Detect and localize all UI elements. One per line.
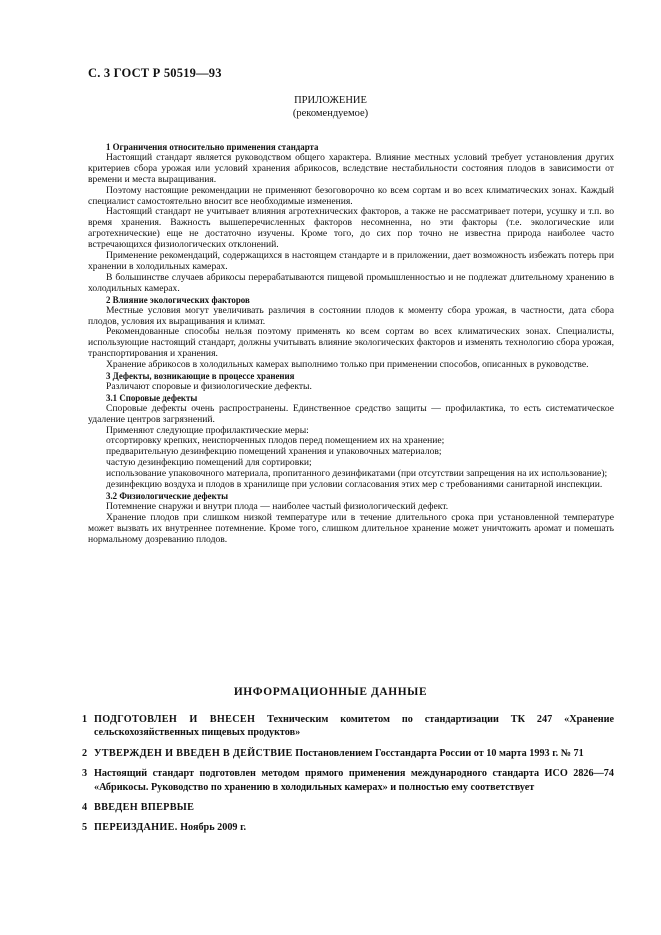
info-item-caps: ВВЕДЕН ВПЕРВЫЕ [94, 802, 195, 814]
annex-heading [0, 94, 661, 120]
paragraph: Рекомендованные способы нельзя поэтому применять ко всем сортам во всех климатических зонах. Специалисты, использующие настоящий стандарт, должны учитывать влияние экологических факторов и изменять технологию сбора урожая, транспортирования и хранения. [88, 326, 614, 360]
info-item-caps: ПЕРЕИЗДАНИЕ. [94, 822, 178, 834]
info-item-rest: Постановлением Госстандарта России от 10 марта 1993 г. № 71 [292, 747, 584, 759]
info-item [82, 821, 614, 834]
info-item-text [94, 747, 614, 760]
paragraph: Местные условия могут увеличивать различия в состоянии плодов к моменту сбора урожая, в частности, дата сбора плодов, условия их выращивания и климат. [88, 304, 614, 327]
paragraph: Поэтому настоящие рекомендации не применяют безоговорочно ко всем сортам и во всех климатических зонах. Каждый специалист самостоятельно вносит все необходимые изменения. [88, 184, 614, 207]
paragraph: Настоящий стандарт не учитывает влияния агротехнических факторов, а также не рассматривает потери, усушку и т.п. во время хранения. Важность вышеперечисленных факторов несомненна, но эти факторы (т.е. экологические или агротехнические) еще не достаточно изучены. Кроме того, до сих пор точно не известна природа наиболее часто встречающихся физиологических отклонений. [88, 206, 614, 251]
section-heading: 3.2 Физиологические дефекты [106, 491, 229, 501]
annex-title: ПРИЛОЖЕНИЕ [294, 95, 367, 106]
info-item-number: 3 [82, 768, 88, 780]
paragraph: Споровые дефекты очень распространены. Единственное средство защиты — профилактика, то есть систематическое удаление центров загрязнений. [88, 402, 614, 425]
info-item-text [94, 767, 614, 794]
info-data-title: ИНФОРМАЦИОННЫЕ ДАННЫЕ [233, 686, 428, 698]
info-data-list [82, 713, 614, 842]
info-item [82, 747, 614, 760]
paragraph: В большинстве случаев абрикосы перерабатываются пищевой промышленностью и не подлежат длительному хранению в холодильных камерах. [88, 271, 614, 294]
annex-subtitle: (рекомендуемое) [292, 108, 369, 119]
info-item-number: 2 [82, 747, 88, 759]
info-item [82, 801, 614, 814]
paragraph: использование упаковочного материала, пропитанного дезинфикатами (при отсутствии запрещения на их использование); [106, 468, 608, 480]
paragraph: Хранение абрикосов в холодильных камерах выполнимо только при применении способов, описанных в руководстве. [106, 359, 589, 371]
info-item-caps: ПОДГОТОВЛЕН И ВНЕСЕН [94, 714, 256, 725]
paragraph: Хранение плодов при слишком низкой температуре или в течение длительного срока при установленной температуре может вызвать их внутреннее потемнение. Кроме того, слишком длительное хранение может уничтожить аромат и помешать нормальному дозреванию плодов. [88, 511, 614, 545]
info-item-number: 1 [82, 714, 88, 725]
info-item-text [94, 801, 614, 814]
paragraph: Применяют следующие профилактические меры: [106, 424, 309, 436]
paragraph: отсортировку крепких, неиспорченных плодов перед помещением их на хранение; [106, 435, 445, 447]
paragraph: Различают споровые и физиологические дефекты. [106, 380, 312, 392]
info-item-number: 4 [82, 802, 88, 814]
info-item-rest: Ноябрь 2009 г. [177, 822, 247, 834]
info-item-rest: Настоящий стандарт подготовлен методом прямого применения международного стандарта ИСО 2826—74 «Абрикосы. Руководство по хранению в холодильных камерах» и полностью ему соответствует [94, 768, 614, 793]
paragraph: дезинфекцию воздуха и плодов в хранилище при условии согласования этих мер с требованиями санитарной инспекции. [106, 479, 603, 491]
paragraph: предварительную дезинфекцию помещений хранения и упаковочных материалов; [106, 446, 442, 458]
paragraph: Настоящий стандарт является руководством общего характера. Влияние местных условий требует установления других критериев сбора урожая или условий хранения абрикосов, вследствие нестабильности состояния плодов в зависимости от времени и места выращивания. [88, 151, 614, 185]
section-heading: 1 Ограничения относительно применения стандарта [106, 142, 319, 152]
info-item [82, 713, 614, 740]
info-item-rest: Техническим комитетом по стандартизации ТК 247 «Хранение сельскохозяйственных пищевых продуктов» [94, 714, 614, 739]
paragraph: Потемнение снаружи и внутри плода — наиболее частый физиологический дефект. [106, 500, 449, 512]
info-item-caps: УТВЕРЖДЕН И ВВЕДЕН В ДЕЙСТВИЕ [94, 747, 293, 759]
info-item-text [94, 821, 614, 834]
paragraph: Применение рекомендаций, содержащихся в настоящем стандарте и в приложении, дает возможность избежать потерь при хранении в холодильных камерах. [88, 250, 614, 272]
paragraph: частую дезинфекцию помещений для сортировки; [106, 457, 312, 469]
info-item-number: 5 [82, 822, 88, 834]
info-item-text [94, 713, 614, 740]
info-item [82, 767, 614, 794]
annex-body [88, 142, 614, 546]
section-heading: 3.1 Споровые дефекты [106, 392, 198, 403]
section-heading: 2 Влияние экологических факторов [106, 294, 250, 305]
section-heading: 3 Дефекты, возникающие в процессе хранения [106, 371, 295, 382]
running-header: С. 3 ГОСТ Р 50519—93 [88, 66, 222, 80]
